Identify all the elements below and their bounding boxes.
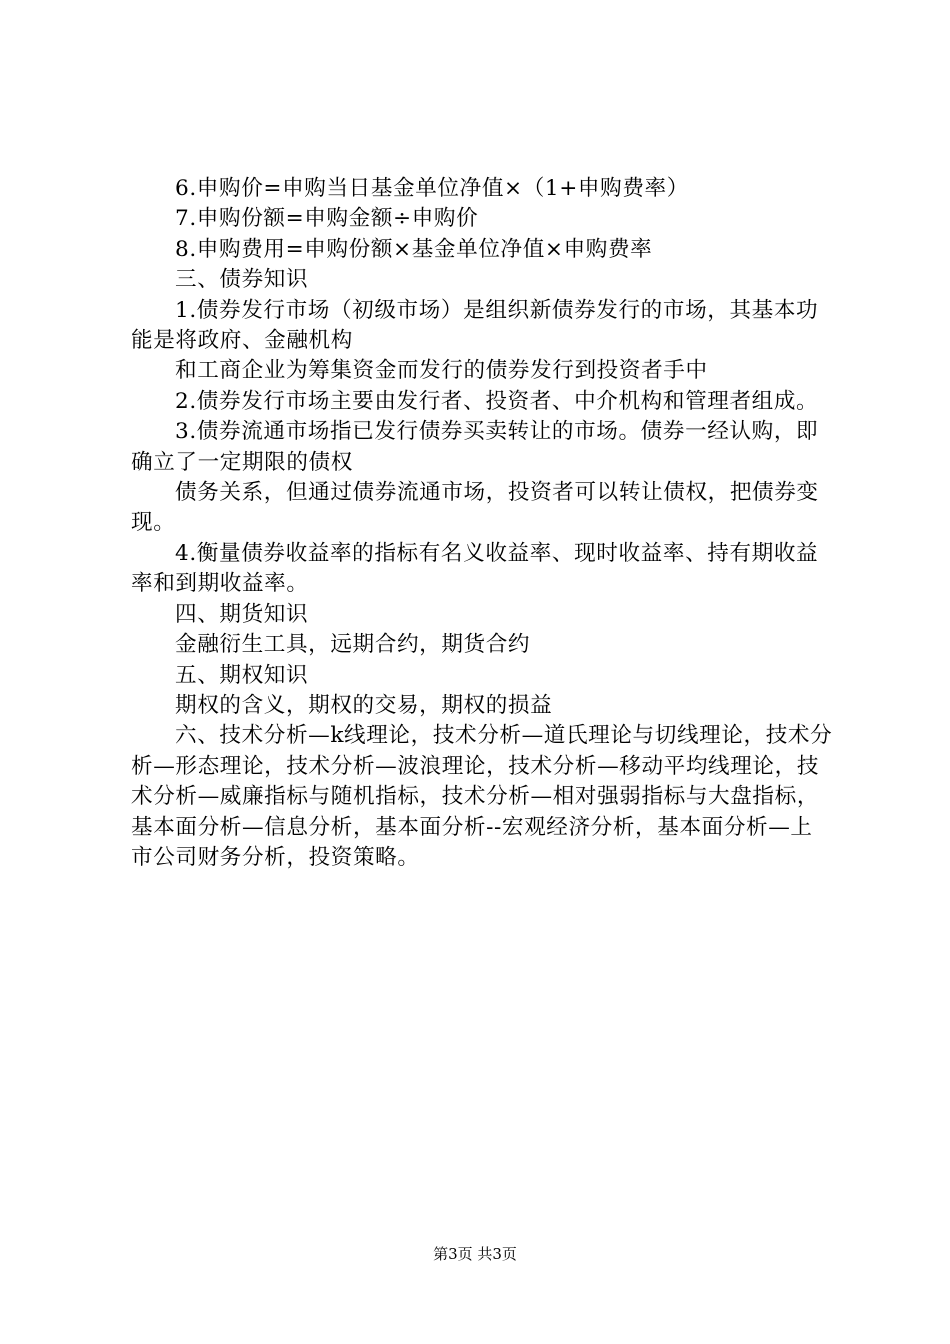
paragraph: 金融衍生工具，远期合约，期货合约: [175, 632, 531, 658]
section-heading: 四、期货知识: [175, 601, 309, 627]
page-footer: 第3页 共3页: [433, 1245, 517, 1263]
paragraph: 7.申购份额=申购金额÷申购价: [175, 206, 479, 232]
paragraph: 期权的含义，期权的交易，期权的损益: [175, 692, 553, 718]
paragraph: 4.衡量债券收益率的指标有名义收益率、现时收益率、持有期收益率和到期收益率。: [131, 540, 819, 597]
paragraph: 6.申购价=申购当日基金单位净值×（1+申购费率）: [175, 176, 689, 201]
paragraph: 3.债券流通市场指已发行债券买卖转让的市场。债券一经认购，即确立了一定期限的债权: [131, 419, 819, 475]
paragraph: 和工商企业为筹集资金而发行的债券发行到投资者手中: [175, 358, 708, 384]
document-body: [131, 174, 833, 873]
section-heading: 五、期权知识: [175, 662, 309, 688]
paragraph: 债务关系，但通过债券流通市场，投资者可以转让债权，把债券变现。: [131, 480, 819, 536]
section-heading: 三、债券知识: [175, 267, 309, 293]
paragraph: 2.债券发行市场主要由发行者、投资者、中介机构和管理者组成。: [175, 388, 819, 414]
paragraph: 8.申购费用=申购份额×基金单位净值×申购费率: [175, 236, 653, 262]
paragraph: 1.债券发行市场（初级市场）是组织新债券发行的市场，其基本功能是将政府、金融机构: [131, 297, 819, 354]
paragraph: 六、技术分析—k线理论，技术分析—道氏理论与切线理论，技术分析—形态理论，技术分析—波浪理论，技术分析—移动平均线理论，技术分析—威廉指标与随机指标，技术分析—相对强弱指标与大盘指标，基本面分析—信息分析，基本面分析--宏观经济分析，基本面分析—上市公司财务分析，投资策略。: [131, 723, 833, 870]
